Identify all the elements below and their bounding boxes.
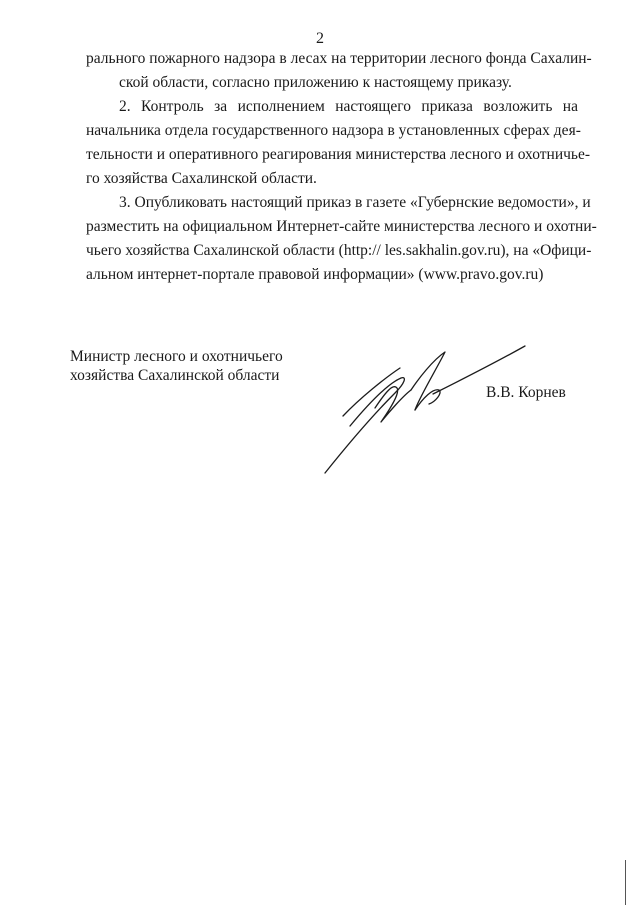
handwritten-signature	[315, 338, 535, 478]
paragraph-3-line-4: альном интернет-портале правовой информации» (www.pravo.gov.ru)	[86, 266, 544, 283]
paragraph-2-line-3: тельности и оперативного реагирования министерства лесного и охотничье-	[86, 146, 591, 163]
signatory-position	[70, 347, 283, 385]
paragraph-1-line-2: ской области, согласно приложению к настоящему приказу.	[119, 74, 512, 91]
paragraph-1-line-1: рального пожарного надзора в лесах на территории лесного фонда Сахалин-	[86, 50, 592, 67]
position-line-2: хозяйства Сахалинской области	[70, 367, 280, 384]
paragraph-3-line-2: разместить на официальном Интернет-сайте министерства лесного и охотни-	[86, 218, 597, 235]
position-line-1: Министр лесного и охотничьего	[70, 348, 283, 365]
paragraph-2-line-1: 2. Контроль за исполнением настоящего приказа возложить на	[119, 98, 578, 115]
paragraph-2-line-2: начальника отдела государственного надзора в установленных сферах дея-	[86, 122, 581, 139]
page-number: 2	[316, 30, 324, 47]
body-text	[86, 47, 597, 287]
paragraph-3-line-3: чьего хозяйства Сахалинской области (http:// les.sakhalin.gov.ru), на «Офици-	[86, 242, 592, 259]
paragraph-3-line-1: 3. Опубликовать настоящий приказ в газете «Губернские ведомости», и	[119, 194, 591, 211]
scan-edge-line	[625, 860, 626, 905]
signer-name: В.В. Корнев	[486, 384, 566, 401]
paragraph-2-line-4: го хозяйства Сахалинской области.	[86, 170, 317, 187]
